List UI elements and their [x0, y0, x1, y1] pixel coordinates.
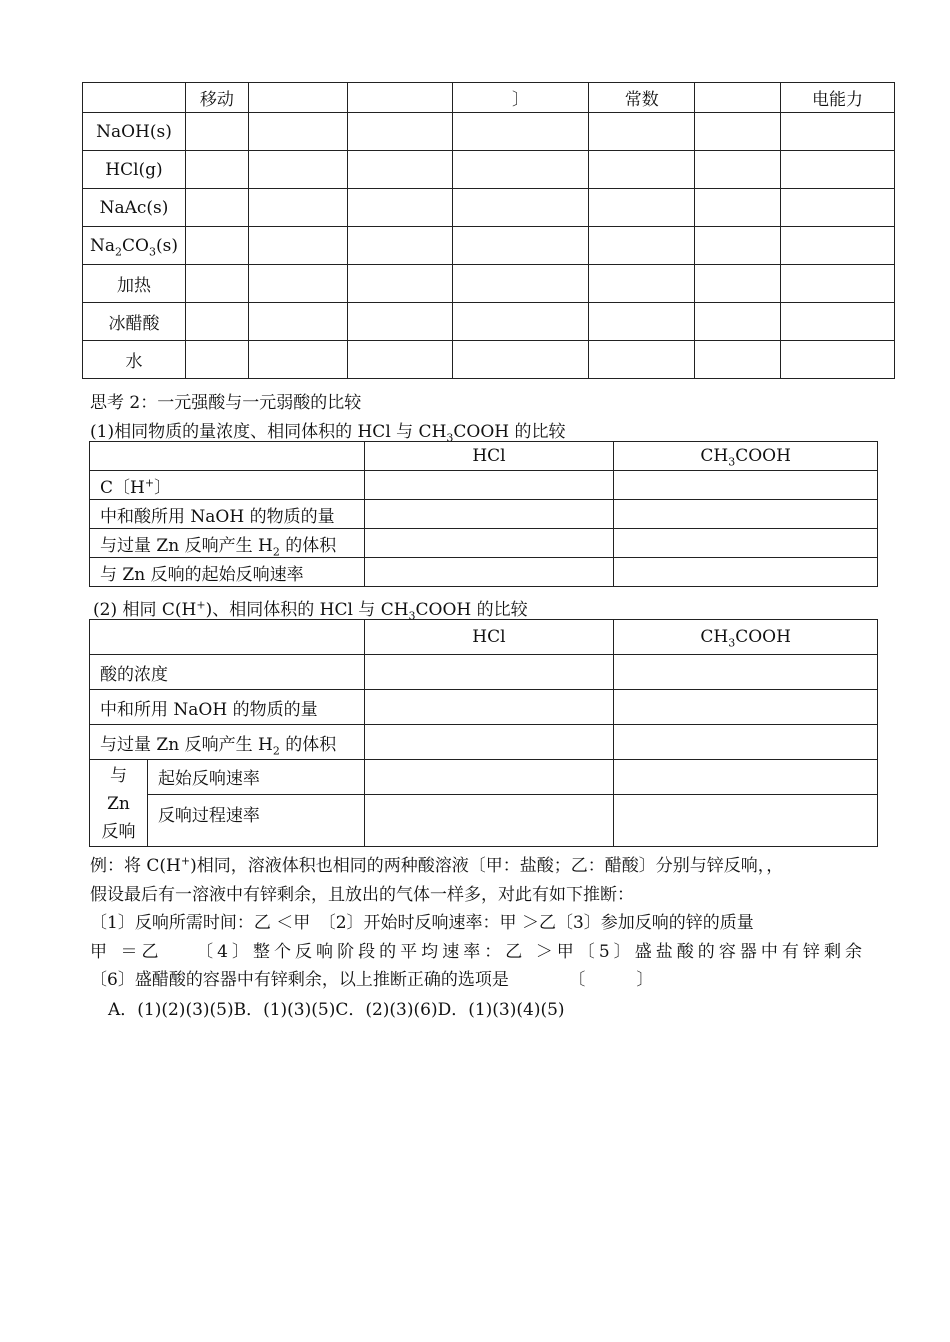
row-label-rate: 与 Zn 反响的起始反响速率	[90, 558, 365, 587]
row-label-ch: C〔H+〕	[90, 471, 365, 500]
row-label-start-rate: 起始反响速率	[147, 760, 364, 795]
table-row	[83, 303, 895, 341]
table-row	[83, 189, 895, 227]
row-label: 水	[83, 341, 186, 379]
table-row	[90, 725, 878, 760]
example-line-2: 假设最后有一溶液中有锌剩余，且放出的气体一样多，对此有如下推断：	[90, 885, 634, 905]
part1-title: (1)相同物质的量浓度、相同体积的 HCl 与 $CH_3COOH$ 的比较	[90, 422, 566, 445]
header-cell: 移动	[185, 83, 248, 113]
row-label-naoh: 中和酸所用 NaOH 的物质的量	[90, 500, 365, 529]
example-line-4: 甲 ＝乙 〔4〕整个反响阶段的平均速率：乙 ＞甲〔5〕盛盐酸的容器中有锌剩余	[90, 942, 862, 962]
table-row	[90, 760, 878, 795]
table-row	[90, 558, 878, 587]
example-line-1: 例：将 C(H+)相同，溶液体积也相同的两种酸溶液〔甲：盐酸；乙：醋酸〕分别与锌反响，，	[90, 854, 784, 876]
section2-heading: 思考 2：一元强酸与一元弱酸的比较	[90, 393, 362, 413]
table-row	[83, 227, 895, 265]
col-hcl: HCl	[364, 620, 614, 655]
col-hcl: HCl	[364, 442, 614, 471]
same-concentration-table	[89, 441, 878, 587]
row-label-naoh: 中和所用 NaOH 的物质的量	[90, 690, 365, 725]
row-label-process-rate: 反响过程速率	[147, 794, 364, 846]
col-ch3cooh: $CH_3COOH$	[614, 620, 878, 655]
row-label-h2: 与过量 Zn 反响产生 $H_2$ 的体积	[90, 529, 365, 558]
header-cell: 〕	[452, 83, 589, 113]
table-header-row	[90, 442, 878, 471]
col-ch3cooh: $CH_3COOH$	[614, 442, 878, 471]
answer-options: A．(1)(2)(3)(5)B．(1)(3)(5)C．(2)(3)(6)D．(1)(3)(4)(5)	[108, 1000, 565, 1020]
header-cell	[695, 83, 781, 113]
row-label-conc: 酸的浓度	[90, 655, 365, 690]
header-cell	[347, 83, 452, 113]
header-cell: 常数	[589, 83, 695, 113]
header-cell	[83, 83, 186, 113]
row-label: HCl(g)	[83, 151, 186, 189]
row-label: NaOH(s)	[83, 113, 186, 151]
part2-title: (2) 相同 C(H+)、相同体积的 HCl 与 $CH_3COOH$ 的比较	[93, 598, 528, 623]
row-label: 冰醋酸	[83, 303, 186, 341]
same-h-concentration-table	[89, 619, 878, 847]
table-header-row	[90, 620, 878, 655]
table-header-row	[83, 83, 895, 113]
table-row	[90, 690, 878, 725]
example-line-3: 〔1〕反响所需时间：乙 ＜甲 〔2〕开始时反响速率：甲 ＞乙〔3〕参加反响的锌的质量	[90, 913, 754, 933]
table-row	[83, 265, 895, 303]
example-line-5: 〔6〕盛醋酸的容器中有锌剩余，以上推断正确的选项是 〔 〕	[90, 970, 654, 990]
table-row	[90, 655, 878, 690]
table-row	[90, 471, 878, 500]
header-cell: 电能力	[781, 83, 895, 113]
table-row	[90, 529, 878, 558]
row-label-zn: 与 Zn 反响	[90, 760, 148, 847]
table-row	[83, 341, 895, 379]
row-label-h2: 与过量 Zn 反响产生 $H_2$ 的体积	[90, 725, 365, 760]
header-cell	[248, 83, 347, 113]
table-row	[90, 500, 878, 529]
row-label: NaAc(s)	[83, 189, 186, 227]
reagent-effect-table	[82, 82, 895, 379]
table-row	[90, 794, 878, 846]
table-row	[83, 113, 895, 151]
row-label: 加热	[83, 265, 186, 303]
table-row	[83, 151, 895, 189]
row-label-na2co3: $Na_2CO_3(s)$	[83, 227, 186, 265]
